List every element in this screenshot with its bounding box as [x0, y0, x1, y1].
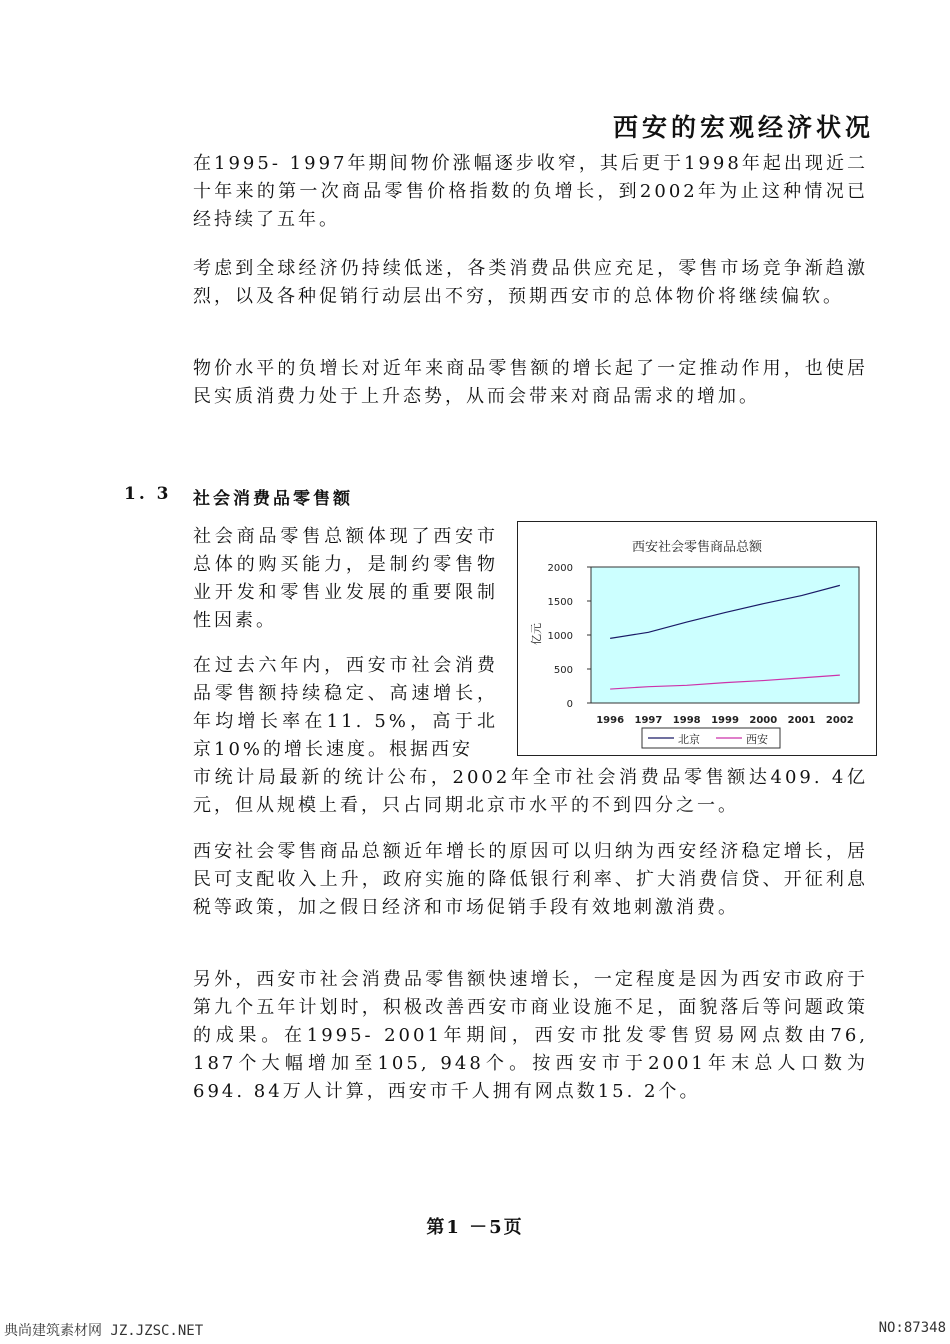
x-tick-label: 2002: [825, 715, 854, 726]
chart-legend: [642, 728, 780, 748]
y-tick-label: 500: [553, 665, 573, 676]
retail-chart-svg: [518, 522, 876, 755]
paragraph-retail-intro: 社会商品零售总额体现了西安市总体的购买能力，是制约零售物业开发和零售业发展的重要限制性因素。: [193, 526, 498, 631]
legend-label: 北京: [678, 733, 700, 746]
y-tick-label: 1500: [547, 597, 573, 608]
paragraph-price-trend: 在1995- 1997年期间物价涨幅逐步收窄，其后更于1998年起出现近二十年来的第一次商品零售价格指数的负增长，到2002年为止这种情况已经持续了五年。: [193, 153, 868, 230]
chart-y-label: 亿元: [530, 623, 543, 645]
legend-label: 西安: [746, 733, 768, 746]
paragraph-demand: 物价水平的负增长对近年来商品零售额的增长起了一定推动作用，也使居民实质消费力处于上升态势，从而会带来对商品需求的增加。: [193, 358, 868, 407]
x-tick-label: 1996: [596, 715, 625, 726]
retail-chart: [517, 521, 877, 756]
section-number: 1. 3: [124, 484, 172, 504]
y-tick-label: 0: [566, 699, 573, 710]
paragraph-retail-outlets: 另外，西安市社会消费品零售额快速增长，一定程度是因为西安市政府于第九个五年计划时，积极改善西安市商业设施不足，面貌落后等问题政策的成果。在1995- 2001年期间，西安市批发零售贸易网点数由76, 187个大幅增加至105, 948个。按西安市于2001年末总人口数为694. 84万人计算，西安市千人拥有网点数15. 2个。: [193, 969, 868, 1102]
chart-title: 西安社会零售商品总额: [631, 540, 763, 555]
x-tick-label: 1999: [711, 715, 739, 726]
x-tick-label: 1997: [634, 715, 663, 726]
paragraph-retail-reasons: 西安社会零售商品总额近年增长的原因可以归纳为西安经济稳定增长，居民可支配收入上升，政府实施的降低银行利率、扩大消费信贷、开征利息税等政策，加之假日经济和市场促销手段有效地刺激消费。: [193, 841, 868, 918]
paragraph-price-outlook: 考虑到全球经济仍持续低迷，各类消费品供应充足，零售市场竞争渐趋激烈，以及各种促销行动层出不穷，预期西安市的总体物价将继续偏软。: [193, 258, 868, 307]
watermark-number: NO:87348: [878, 1320, 946, 1336]
watermark-site: 典尚建筑素材网 JZ.JZSC.NET: [4, 1323, 204, 1339]
section-title: 社会消费品零售额: [193, 489, 353, 509]
y-tick-label: 1000: [547, 631, 573, 642]
x-tick-label: 2000: [749, 715, 778, 726]
page-title: 西安的宏观经济状况: [612, 113, 874, 142]
page-number: 第1 －5页: [426, 1217, 524, 1238]
x-tick-label: 2001: [787, 715, 816, 726]
paragraph-retail-growth-cont: 市统计局最新的统计公布，2002年全市社会消费品零售额达409. 4亿元，但从规模上看，只占同期北京市水平的不到四分之一。: [193, 767, 868, 816]
x-tick-label: 1998: [672, 715, 701, 726]
paragraph-retail-growth: 在过去六年内，西安市社会消费品零售额持续稳定、高速增长，年均增长率在11. 5%，高于北京10%的增长速度。根据西安: [193, 655, 498, 760]
y-tick-label: 2000: [547, 563, 573, 574]
